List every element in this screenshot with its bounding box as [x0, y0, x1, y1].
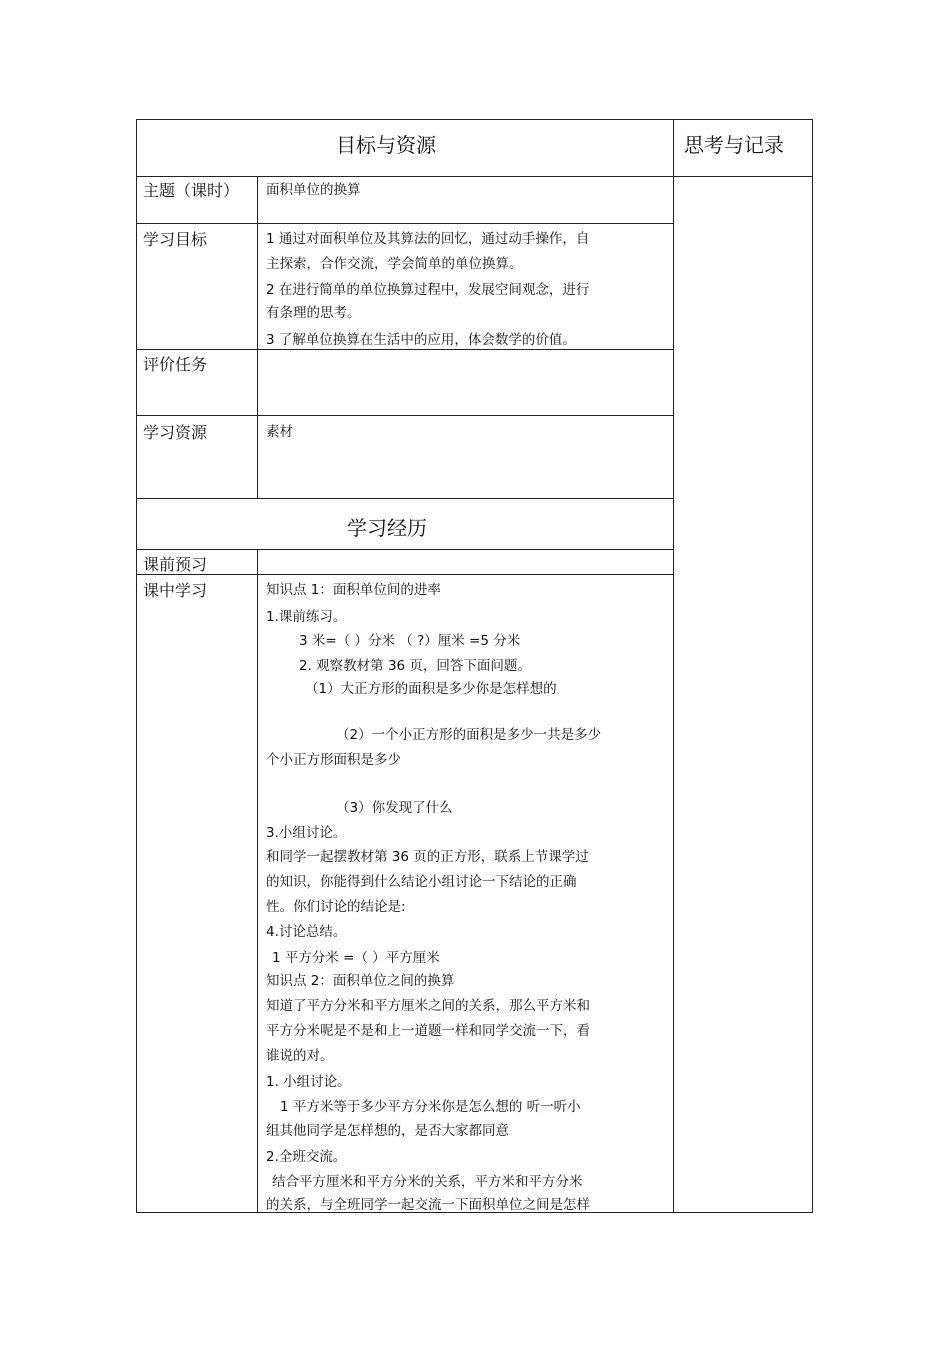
label-divider-upper [257, 176, 258, 498]
preview-label: 课前预习 [143, 555, 208, 574]
experience-title: 学习经历 [347, 516, 427, 540]
content-line: 的知识，你能得到什么结论小组讨论一下结论的正确 [266, 874, 577, 890]
content-line: 知识点 1：面积单位间的进率 [266, 582, 441, 598]
goals-label: 学习目标 [143, 230, 208, 249]
row-divider [136, 415, 673, 416]
content-line: 个小正方形面积是多少 [266, 752, 401, 768]
content-line: 平方分米呢是不是和上一道题一样和同学交流一下，看 [266, 1023, 590, 1039]
row-divider [136, 549, 673, 550]
label-divider-lower [257, 549, 258, 1213]
goal-line: 有条理的思考。 [266, 305, 361, 321]
goal-line: 1 通过对面积单位及其算法的回忆，通过动手操作，自 [266, 231, 590, 247]
content-line: 3.小组讨论。 [266, 825, 347, 841]
content-line: 知道了平方分米和平方厘米之间的关系，那么平方米和 [266, 998, 590, 1014]
content-line: 2. 观察教材第 36 页，回答下面问题。 [299, 658, 531, 674]
content-line: 1.课前练习。 [266, 609, 347, 625]
header-left-title: 目标与资源 [336, 133, 436, 157]
header-divider [136, 176, 813, 177]
content-line: 1. 小组讨论。 [266, 1074, 351, 1090]
topic-value: 面积单位的换算 [266, 182, 361, 198]
content-line: 组其他同学是怎样想的，是否大家都同意 [266, 1123, 509, 1139]
goal-line: 主探索，合作交流，学会简单的单位换算。 [266, 256, 523, 272]
evaluation-label: 评价任务 [143, 355, 208, 374]
right-column-divider [673, 119, 674, 1213]
resources-value: 素材 [266, 424, 293, 440]
content-line: （2）一个小正方形的面积是多少一共是多少 [336, 727, 602, 743]
header-right-title: 思考与记录 [684, 133, 784, 157]
content-line: 和同学一起摆教材第 36 页的正方形，联系上节课学过 [266, 849, 589, 865]
content-line: 3 米=（ ）分米 （ ?）厘米 =5 分米 [299, 633, 521, 649]
resources-label: 学习资源 [143, 423, 208, 442]
goal-line: 3 了解单位换算在生活中的应用，体会数学的价值。 [266, 332, 576, 348]
content-line: 结合平方厘米和平方分米的关系，平方米和平方分米 [272, 1174, 583, 1190]
content-line: 性。你们讨论的结论是: [266, 899, 406, 915]
class-label: 课中学习 [143, 581, 208, 600]
content-line: 1 平方分米 =（ ）平方厘米 [272, 950, 440, 966]
row-divider [136, 349, 673, 350]
content-line: （1）大正方形的面积是多少你是怎样想的 [305, 681, 557, 697]
content-line: 知识点 2：面积单位之间的换算 [266, 973, 455, 989]
content-line: 的关系，与全班同学一起交流一下面积单位之间是怎样 [266, 1197, 590, 1213]
row-divider [136, 223, 673, 224]
content-line: 1 平方米等于多少平方分米你是怎么想的 听一听小 [280, 1099, 581, 1115]
topic-label: 主题（课时） [143, 181, 240, 200]
content-line: 2.全班交流。 [266, 1149, 347, 1165]
content-line: 谁说的对。 [266, 1048, 334, 1064]
content-line: （3）你发现了什么 [336, 800, 453, 816]
content-line: 4.讨论总结。 [266, 924, 347, 940]
row-divider [136, 574, 673, 575]
row-divider [136, 498, 673, 499]
goal-line: 2 在进行简单的单位换算过程中，发展空间观念，进行 [266, 282, 590, 298]
